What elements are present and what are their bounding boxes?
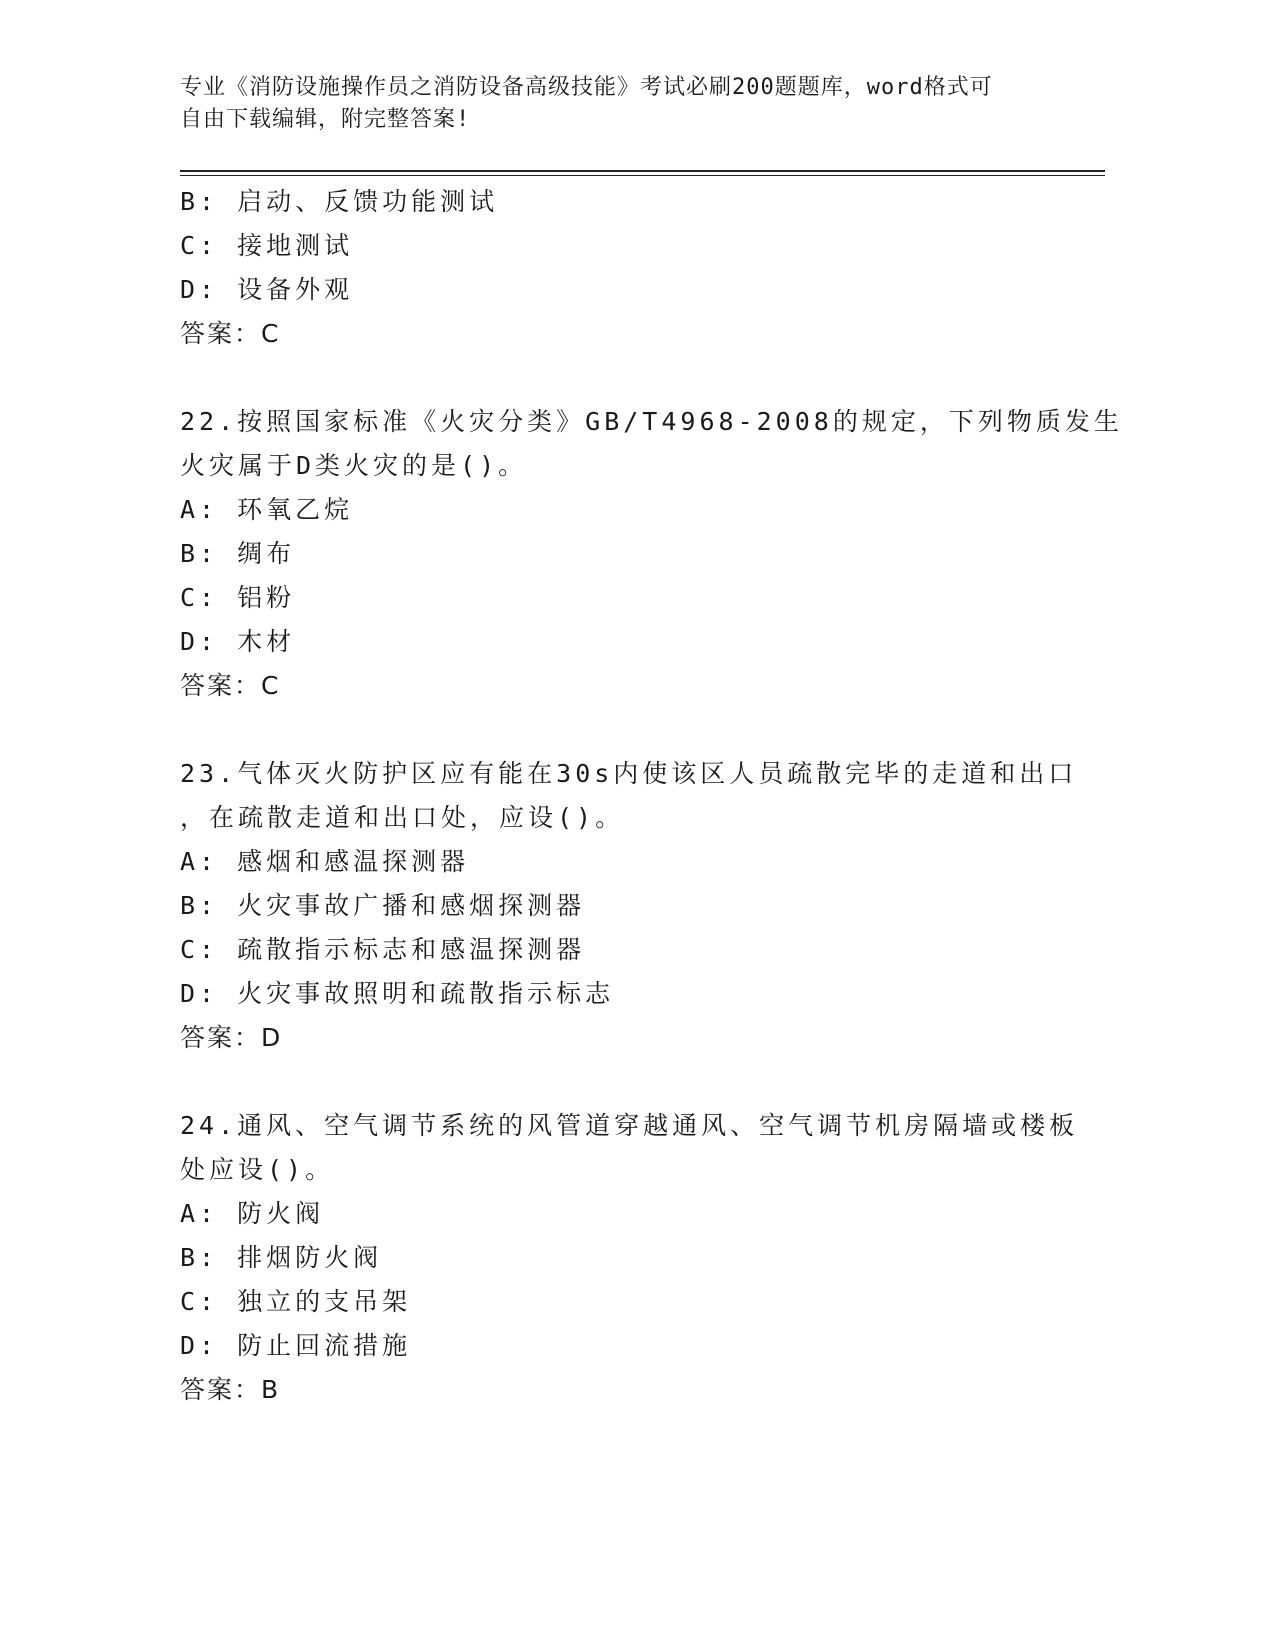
option-d: D: 防止回流措施 bbox=[180, 1331, 412, 1360]
answer-line: 答案：D bbox=[180, 1023, 283, 1052]
answer-line: 答案：B bbox=[180, 1375, 281, 1404]
option-c: C: 铝粉 bbox=[180, 583, 296, 612]
question-stem-line-2: ，在疏散走道和出口处，应设()。 bbox=[180, 803, 625, 832]
question-22 bbox=[180, 400, 1123, 708]
question-stem-line-2: 处应设()。 bbox=[180, 1155, 335, 1184]
option-c: C: 接地测试 bbox=[180, 231, 354, 260]
option-b: B: 绸布 bbox=[180, 539, 296, 568]
option-a: A: 防火阀 bbox=[180, 1199, 325, 1228]
question-stem-line-1: 23.气体灭火防护区应有能在30s内使该区人员疏散完毕的走道和出口 bbox=[180, 759, 1078, 788]
option-b: B: 火灾事故广播和感烟探测器 bbox=[180, 891, 586, 920]
question-23 bbox=[180, 752, 1080, 1060]
option-d: D: 火灾事故照明和疏散指示标志 bbox=[180, 979, 615, 1008]
option-a: A: 感烟和感温探测器 bbox=[180, 847, 470, 876]
spacer bbox=[180, 1060, 1080, 1104]
spacer bbox=[180, 708, 1080, 752]
spacer bbox=[180, 356, 1080, 400]
header-line-1: 专业《消防设施操作员之消防设备高级技能》考试必刷200题题库，word格式可 bbox=[180, 75, 993, 100]
option-b: B: 启动、反馈功能测试 bbox=[180, 187, 499, 216]
option-d: D: 木材 bbox=[180, 627, 296, 656]
option-d: D: 设备外观 bbox=[180, 275, 354, 304]
option-c: C: 疏散指示标志和感温探测器 bbox=[180, 935, 586, 964]
question-stem-line-2: 火灾属于D类火灾的是()。 bbox=[180, 451, 528, 480]
question-21-partial bbox=[180, 180, 1080, 356]
question-stem-line-1: 22.按照国家标准《火灾分类》GB/T4968-2008的规定，下列物质发生 bbox=[180, 407, 1123, 436]
answer-line: 答案：C bbox=[180, 319, 281, 348]
document-header bbox=[180, 72, 1040, 136]
answer-line: 答案：C bbox=[180, 671, 281, 700]
option-a: A: 环氧乙烷 bbox=[180, 495, 354, 524]
option-c: C: 独立的支吊架 bbox=[180, 1287, 412, 1316]
question-24 bbox=[180, 1104, 1080, 1412]
header-line-2: 自由下载编辑，附完整答案! bbox=[180, 107, 471, 132]
header-rule-thick bbox=[180, 170, 1105, 172]
question-stem-line-1: 24.通风、空气调节系统的风管道穿越通风、空气调节机房隔墙或楼板 bbox=[180, 1111, 1079, 1140]
option-b: B: 排烟防火阀 bbox=[180, 1243, 383, 1272]
question-list bbox=[180, 180, 1123, 1412]
header-rule-thin bbox=[180, 175, 1105, 176]
